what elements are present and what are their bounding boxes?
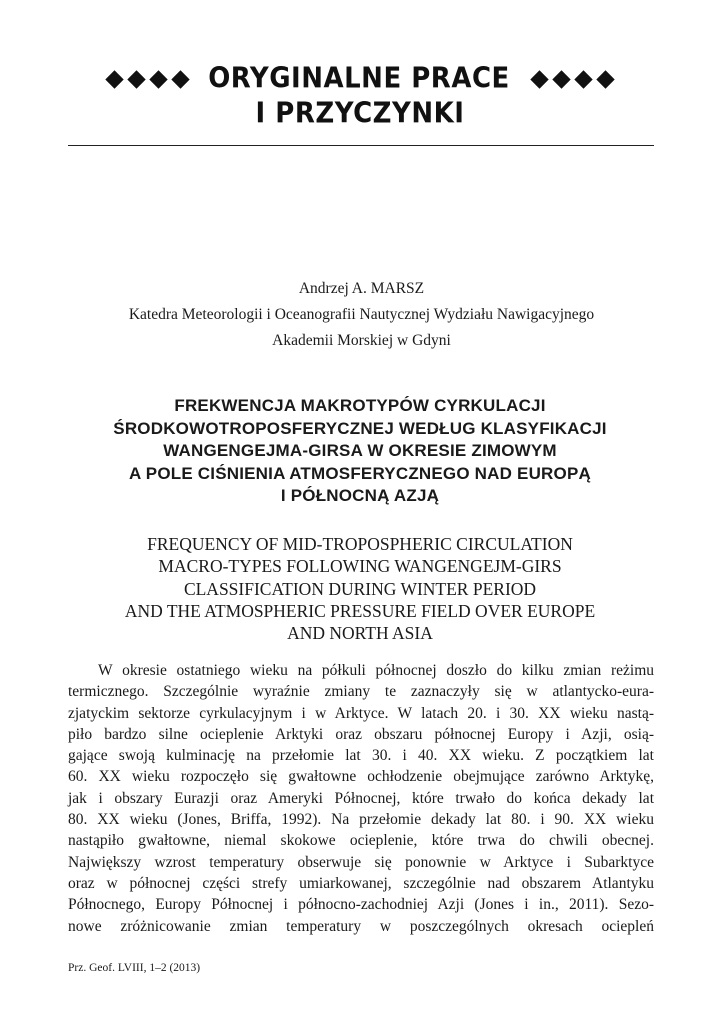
section-title-line-1: ORYGINALNE PRACE: [208, 62, 510, 96]
body-line: nowe zróżnicowanie zmian temperatury w poszczególnych okresach ociepleń: [68, 917, 654, 935]
body-line: W okresie ostatniego wieku na półkuli północnej doszło do kilku zmian reżimu: [98, 662, 654, 679]
title-pl-line: ŚRODKOWOTROPOSFERYCZNEJ WEDŁUG KLASYFIKACJI: [113, 418, 607, 438]
author-name: Andrzej A. MARSZ: [298, 280, 425, 297]
header-divider: [68, 145, 654, 146]
body-line: gające swoją kulminację na przełomie lat 30. i 40. XX wieku. Z początkiem lat: [68, 747, 654, 765]
title-pl-line: I PÓŁNOCNĄ AZJĄ: [280, 486, 440, 505]
body-line: piło bardzo silne ocieplenie Arktyki oraz obszaru północnej Europy i Azji, osią-: [68, 725, 654, 743]
section-title-line-2: I PRZYCZYNKI: [255, 97, 465, 131]
diamond-icon: [596, 70, 614, 88]
body-line: jak i obszary Eurazji oraz Ameryki Północnej, które trwało do końca dekady lat: [68, 789, 654, 807]
title-en-line: CLASSIFICATION DURING WINTER PERIOD: [183, 578, 537, 599]
title-en-line: AND NORTH ASIA: [287, 623, 433, 644]
body-line: Największy wzrost temperatury obserwuje się ponownie w Arktyce i Subarktyce: [68, 853, 654, 871]
title-pl-line: WANGENGEJMA-GIRSA W OKRESIE ZIMOWYM: [163, 441, 557, 460]
body-line: zjatyckim sektorze cyrkulacyjnym i w Arktyce. W latach 20. i 30. XX wieku nastą-: [68, 704, 654, 722]
diamond-icon: [574, 70, 592, 88]
body-line: nastąpiło gwałtowne, niemal skokowe ocieplenie, które trwa do chwili obecnej.: [68, 832, 654, 850]
diamond-icon: [530, 70, 548, 88]
diamond-icon: [127, 70, 145, 88]
section-header-line-1: [60, 62, 660, 96]
author-affiliation-line-2: Akademii Morskiej w Gdyni: [272, 332, 451, 349]
title-pl-line: A POLE CIŚNIENIA ATMOSFERYCZNEGO NAD EUROPĄ: [129, 463, 591, 483]
title-en-line: MACRO-TYPES FOLLOWING WANGENGEJM-GIRS: [158, 556, 562, 577]
journal-footer: Prz. Geof. LVIII, 1–2 (2013): [68, 962, 201, 974]
section-header: [60, 62, 660, 132]
author-block: [0, 276, 723, 354]
diamond-icon: [552, 70, 570, 88]
body-line: 60. XX wieku rozpoczęło się gwałtowne ochłodzenie obejmujące zarówno Arktykę,: [68, 768, 654, 786]
body-line: oraz w północnej części strefy umiarkowanej, szczególnie nad obszarem Atlantyku: [68, 874, 654, 892]
article-title-english: [60, 533, 660, 644]
title-pl-line: FREKWENCJA MAKROTYPÓW CYRKULACJI: [174, 396, 546, 415]
body-line: termicznego. Szczególnie wyraźnie zmiany te zaznaczyły się w atlantycko-eura-: [68, 683, 654, 701]
diamond-icon: [171, 70, 189, 88]
diamond-icon: [105, 70, 123, 88]
title-en-line: FREQUENCY OF MID-TROPOSPHERIC CIRCULATION: [147, 534, 573, 554]
diamond-ornament-right: [530, 73, 615, 86]
author-affiliation-line-1: Katedra Meteorologii i Oceanografii Nautycznej Wydziału Nawigacyjnego: [128, 306, 595, 323]
diamond-icon: [149, 70, 167, 88]
diamond-ornament-left: [105, 73, 190, 86]
body-line: 80. XX wieku (Jones, Briffa, 1992). Na przełomie dekady lat 80. i 90. XX wieku: [68, 811, 654, 829]
body-line: Północnego, Europy Północnej i północno-zachodniej Azji (Jones i in., 2011). Sezo-: [68, 896, 654, 914]
section-header-line-2: [60, 96, 660, 132]
body-paragraph: [68, 660, 654, 937]
title-en-line: AND THE ATMOSPHERIC PRESSURE FIELD OVER EUROPE: [124, 600, 596, 621]
article-title-polish: [60, 395, 660, 508]
